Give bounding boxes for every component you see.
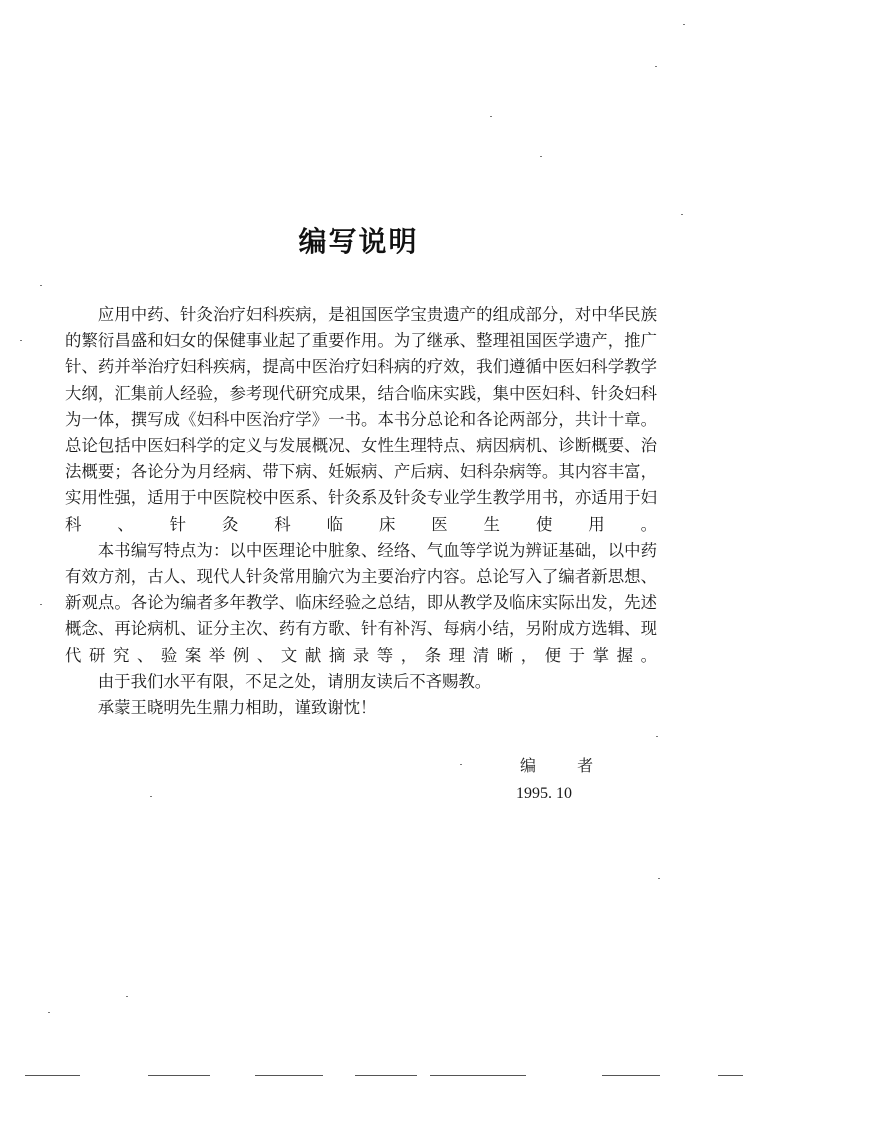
signature-author: 编 者 <box>520 756 612 775</box>
scan-speck <box>655 66 657 67</box>
bottom-scan-line <box>255 1075 323 1076</box>
bottom-scan-line <box>148 1075 210 1076</box>
paragraph-purpose: 应用中药、针灸治疗妇科疾病，是祖国医学宝贵遗产的组成部分，对中华民族的繁衍昌盛和妇女的保健事业起了重要作用。为了继承、整理祖国医学遗产，推广针、药并举治疗妇科疾病，提高中医治疗妇科病的疗效，我们遵循中医妇科学教学大纲，汇集前人经验，参考现代研究成果，结合临床实践，集中医妇科、针灸妇科为一体，撰写成《妇科中医治疗学》一书。本书分总论和各论两部分，共计十章。总论包括中医妇科学的定义与发展概况、女性生理特点、病因病机、诊断概要、治法概要；各论分为月经病、带下病、妊娠病、产后病、妇科杂病等。其内容丰富，实用性强，适用于中医院校中医系、针灸系及针灸专业学生教学用书，亦适用于妇科、针灸科临床医生使用。 <box>65 305 657 534</box>
preface-body <box>65 302 657 721</box>
scan-speck <box>490 116 492 117</box>
bottom-scan-line <box>430 1075 526 1076</box>
bottom-scan-line <box>355 1075 417 1076</box>
signature-block <box>516 752 612 808</box>
scan-speck <box>658 878 660 879</box>
scan-speck <box>540 156 542 157</box>
scan-speck <box>683 24 685 25</box>
paragraph-features: 本书编写特点为：以中医理论中脏象、经络、气血等学说为辨证基础，以中药有效方剂，古人、现代人针灸常用腧穴为主要治疗内容。总论写入了编者新思想、新观点。各论为编者多年教学、临床经验之总结，即从教学及临床实际出发，先述概念、再论病机、证分主次、药有方歌、针有补泻、每病小结，另附成方选辑、现代研究、验案举例、文献摘录等，条理清晰，便于掌握。 <box>65 540 657 665</box>
paragraph-request-feedback: 由于我们水平有限，不足之处，请朋友读后不吝赐教。 <box>97 671 492 691</box>
bottom-scan-line <box>25 1075 80 1076</box>
bottom-scan-line <box>718 1075 743 1076</box>
scan-speck <box>126 996 128 997</box>
scan-speck <box>40 604 42 605</box>
paragraph-acknowledgement: 承蒙王晓明先生鼎力相助，谨致谢忱！ <box>97 698 377 718</box>
bottom-scan-line <box>602 1075 660 1076</box>
scan-speck <box>150 796 152 797</box>
page-title: 编写说明 <box>298 225 419 258</box>
scan-speck <box>40 285 42 286</box>
signature-date: 1995. 10 <box>516 785 572 802</box>
scan-speck <box>48 1012 50 1013</box>
scan-speck <box>20 340 22 341</box>
scan-speck <box>460 764 462 765</box>
scan-speck <box>681 214 683 215</box>
scan-speck <box>656 736 658 737</box>
